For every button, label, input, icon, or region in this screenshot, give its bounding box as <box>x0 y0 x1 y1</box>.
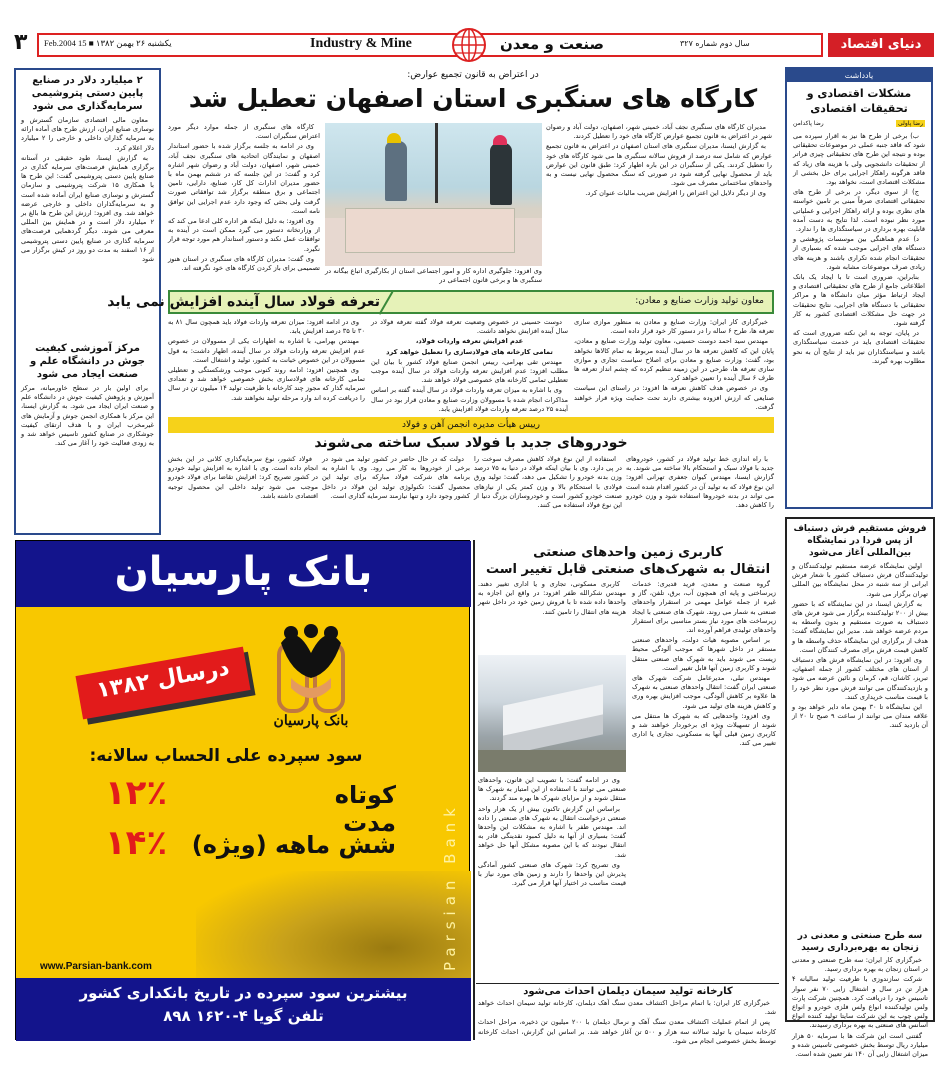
car-kicker-bar <box>168 417 774 433</box>
steel-headline: تعرفه فولاد سال آینده افزایش نمی یابد <box>107 294 380 310</box>
globe-icon <box>451 27 487 63</box>
zanjan-headline: سه طرح صنعتی و معدنی در زنجان به بهره‌برداری رسید <box>797 931 923 953</box>
subhead: تمامی کارخانه های فولادسازی را تعطیل خواهد کرد <box>386 347 553 356</box>
paragraph: وی افزود: به دلیل اینکه هر اداره کلی ادعا می کند که از وزارتخانه دستور می گیرد ممکن است در آینده به توافقات عمل نکند و دستور استاندار هم مورد توجه قرار نگیرد. <box>168 217 320 253</box>
divider-slash <box>379 291 394 315</box>
ad-bank-name: بانک پارسیان <box>114 549 373 595</box>
paragraph: وی از دیگر دلایل این اعتراض را افزایش ضریب مالیات عنوان کرد. <box>585 189 766 198</box>
ad-rate-heading: سود سپرده علی الحساب سالانه: <box>89 746 363 766</box>
paragraph: وی همچنین افزود: ادامه روند کنونی موجب ورشکستگی و تعطیلی تمامی کارخانه های فولادسازی بخش خصوصی خواهد شد و تعدادی سرمایه گذار که مجوز چند کارخانه با ظرفیت تولید ۱۴ میلیون تن در سال را دریافت کرده اند وارد مرحله تولید نخواهند شد. <box>168 366 365 402</box>
left-headline: ۲ میلیارد دلار در صنایع پایین دستی پتروشیمی سرمایه‌گذاری می شود <box>31 75 144 112</box>
newspaper-logo: دنیای اقتصاد <box>828 33 934 57</box>
paragraph: وی با اشاره به میزان تعرفه واردات فولاد در سال آینده گفته بر اساس مذاکرات انجام شده با مسوولان وزارت صنایع و معادن قرار بود در سال آینده ۲۵ درصد تعرفه واردات فولاد افزایش یابد. <box>371 386 568 413</box>
car-kicker: رییس هیأت مدیره انجمن آهن و فولاد <box>401 420 541 430</box>
issue-number: سال دوم شماره ۳۲۷ <box>680 39 750 48</box>
parsian-bank-advertisement[interactable] <box>15 540 470 1040</box>
paragraph: وی در ادامه به جلسه برگزار شده با حضور استاندار اصفهان و نمایندگان اتحادیه های سنگبری نجف آباد، خمینی شهر، اصفهان، دولت آباد و رضوان شهر اشاره کرد و گفت: در این جلسه که در ششم بهمن ماه با حضور مدیران ادارات کل کار، صنایع، دارایی، تامین اجتماعی و برق منطقه برگزار شد توافقاتی صورت گرفت ولی بحثی که وجود دارد عدم اجرایی این توافق نامه است. <box>168 142 320 215</box>
divider <box>476 983 779 984</box>
stone-quarry-workers-photo <box>325 123 542 266</box>
paragraph: مهندس تقی بهرامی، رییس انجمن صنایع فولاد کشور با بیان این مطلب افزود: عدم افزایش تعرفه واردات فولاد در سال آینده موجب تعطیلی تمامی کارخانه های خصوصی فولاد خواهد شد. <box>371 357 568 385</box>
industrial-park-aerial-photo <box>478 655 626 772</box>
paragraph: خبرگزاری کار ایران: سه طرح صنعتی و معدنی در استان زنجان به بهره برداری رسید. <box>792 956 928 974</box>
ad-rate-value: ۱۲٪ <box>104 773 168 813</box>
main-headline: کارگاه های سنگبری استان اصفهان تعطیل شد <box>188 84 758 113</box>
parsian-bank-logo-icon <box>271 623 351 713</box>
carpet-news-box <box>785 517 935 1059</box>
paragraph: گروه صنعت و معدن، فرید قدیری: خدمات زیرساختی و پایه ای همچون آب، برق، تلفن، گاز و غیره از جمله عوامل مهمی در استقرار واحدهای صنعتی به شمار می روند. شهرک های صنعتی با ایجاد زیرساخت های مورد نیاز بستر مناسبی برای استقرار واحدهای تولیدی فراهم آورده اند. <box>632 580 776 635</box>
paragraph: بر اساس مصوبه هیات دولت، واحدهای صنعتی مستقر در داخل شهرها که موجب آلودگی محیط زیست می شوند باید به شهرک های صنعتی منتقل شوند و کاربری زمین آنها قابل تغییر است. <box>632 636 776 672</box>
paragraph: پس از اتمام عملیات اکتشاف معدن سنگ آهک و نرمال دیلمان با ۲۰۰ میلیون تن ذخیره، مراحل احداث کارخانه سیمان با تولید سالانه سه هزار و ۵۰۰ تن آغاز خواهد شد. بر اساس این گزارش، احداث کارخانه توسط بخش خصوصی انجام می شود. <box>478 1018 776 1045</box>
section-title-en: Industry & Mine <box>310 36 412 51</box>
page-number: ۳ <box>14 30 28 55</box>
paragraph: این نمایشگاه تا ۳۰ بهمن ماه دایر خواهد بود و علاقه مندان می توانند از ساعت ۹ صبح تا ۲۰ از آن بازدید کنند. <box>792 703 928 730</box>
issue-date: یکشنبه ۲۶ بهمن ۱۳۸۲ ■ 15 Feb.2004 <box>44 38 172 48</box>
cement-headline: کارخانه تولید سیمان دیلمان احداث می‌شود <box>523 986 733 997</box>
main-kicker: در اعتراض به قانون تجمیع عوارض: <box>407 70 539 80</box>
paragraph: دولت که در حال حاضر در کشور تولید می شود در برخی از خودروها به کار می رود. وی با اشاره به برنامه های شرکت فولاد مبارکه برای تولید این محصول گفت: تکنولوژی تولید این فولاد در داخل کشور وجود دارد و تنها نیازمند سرمایه گذاری است. <box>322 455 470 500</box>
photo-caption: وی افزود: جلوگیری اداره کار و امور اجتماعی استان از بکارگیری اتباع بیگانه در سنگبری ها و برخی قانون اجتماعی در <box>325 267 542 285</box>
paragraph: به گزارش ایسنا، مدیران سنگبری های استان اصفهان در اعتراض به قانون تجمیع عوارض که شامل سه درصد از فروش سالانه سنگبری ها می شود کارگاه های خود را تعطیل کردند. یکی از سنگبران در این باره اظهار کرد: طبق قانون این عوارض باید از محصول نهایی گرفته شود در صورتی که سنگ محصول نهایی نیست و به واحدهای ساختمانی مصرف می شود. <box>546 142 772 188</box>
paragraph: وی افزود: واحدهایی که به شهرک ها منتقل می شوند از تسهیلات ویژه ای برخوردار خواهند شد و کاربری زمین قبلی آنها به مسکونی، تجاری یا اداری تغییر می کند. <box>632 711 776 748</box>
paragraph: مهندس سید احمد دوست حسینی، معاون تولید وزارت صنایع و معادن، پایان این که کاهش تعرفه ها در سال آینده مربوط به تمام کالاها نخواهد بود، گفت: وزارت صنایع و معادن برای اصلاح سیاست تجاری و موازی سازی تعرفه ها، طرحی در این زمینه تنظیم کرده که چشم انداز تعرفه ها ظرف ۶ سال آینده را تعیین خواهد کرد. <box>574 337 774 383</box>
ad-year-badge: درسال ۱۳۸۲ <box>94 655 232 704</box>
paragraph: مهندس نیلی، مدیرعامل شرکت شهرک های صنعتی ایران گفت: انتقال واحدهای صنعتی به شهرک ها علاوه بر کاهش آلودگی، موجب افزایش بهره وری و کاهش هزینه های تولید می شود. <box>632 674 776 710</box>
paragraph: استفاده از این نوع فولاد کاهش مصرف سوخت را در پی دارد. وی با بیان اینکه فولاد در دنیا به ۷۵ درصد وزن بدنه خودرو را تشکیل می دهد، گفت: تولید ورق فولادی با استحکام بالا و وزن کمتر یکی از نیازهای صنعت خودرو کشور است و خودروسازان بزرگ دنیا از این نوع فولاد استفاده می کنند. <box>474 455 622 510</box>
paragraph: مدیران کارگاه های سنگبری نجف آباد، خمینی شهر، اصفهان، دولت آباد و رضوان شهر در اعتراض به قانون تجمیع عوارض کارگاه های خود را تعطیل کردند. <box>546 123 772 141</box>
section-title-fa: صنعت و معدن <box>500 35 604 53</box>
land-headline-2: انتقال به شهرک‌های صنعتی قابل تغییر است <box>485 562 771 577</box>
author-tag: رضا پاولی <box>898 120 923 127</box>
paragraph: وی افزود: در این نمایشگاه فرش های دستباف از استان های مختلف کشور از جمله اصفهان، تبریز، کاشان، قم، کرمان و نائین عرضه می شود و بازدیدکنندگان می توانند فرش مورد نظر خود را با قیمت مناسب خریداری کنند. <box>792 656 928 701</box>
subhead: عدم افزایش تعرفه واردات فولاد، <box>415 337 524 346</box>
column-rule <box>473 540 475 1040</box>
paragraph: با راه اندازی خط تولید فولاد در کشور، خودروهای جدید با فولاد سبک و استحکام بالا ساخته می شوند. به گزارش ایسنا، مهندس کیوان جعفری تهرانی افزود: این نوع فولاد که به تولید آن در کشور اقدام شده است می تواند در بدنه خودروها استفاده شود و وزن خودرو را کاهش دهد. <box>626 455 774 510</box>
paragraph: به گزارش ایسنا، در این نمایشگاه که با حضور بیش از ۲۰۰ تولیدکننده برگزار می شود فرش های دستباف به صورت مستقیم و بدون واسطه به مردم عرضه خواهد شد. مدیر این نمایشگاه گفت: هدف از برگزاری این نمایشگاه حذف واسطه ها و کاهش قیمت فرش برای مصرف کنندگان است. <box>792 599 928 654</box>
paragraph: مهندس بهرامی، با اشاره به اظهارات یکی از مسوولان در خصوص عدم افزایش تعرفه واردات فولاد در سال آینده، اظهار داشت: به قول مسوولان در این خصوص خیانت به کشور، تولید و اشتغال است. <box>168 337 365 364</box>
paragraph: د) عدم هماهنگی بین موسسات پژوهشی و دستگاه های اجرایی موجب شده که بسیاری از تحقیقات انجام شده تکراری باشند و هزینه های زیادی صرف موضوعات مشابه شود. <box>793 235 925 271</box>
paragraph: ب) برخی از طرح ها نیز به اقرار سپرده می شود که فاقد جنبه عملی در موضوعات تحقیقاتی بوده و نتیجه این طرح های تحقیقاتی چیزی فراتر از تحقیقات دانشجویی ولی با هزینه های زیاد که فاقد هرگونه راهکار اجرایی برای حل بخشی از مشکلات اقتصادی است، نخواهد بود. <box>793 132 925 187</box>
steel-headline-bar <box>107 290 774 314</box>
ad-watermark: Parsian Bank <box>441 802 459 971</box>
car-headline: خودروهای جدید با فولاد سبک ساخته می‌شوند <box>314 435 628 451</box>
ad-website-link[interactable]: www.Parsian-bank.com <box>40 961 152 972</box>
paragraph: خبرگزاری کار ایران: وزارت صنایع و معادن به منظور موازی سازی تعرفه ها، طرح ۶ ساله را در دستور کار خود قرار داده است. <box>574 318 774 336</box>
ad-rate-value: ۱۴٪ <box>104 823 168 863</box>
paragraph: گفتنی است این شرکت ها با سرمایه ۵۰ هزار میلیارد ریال توسط بخش خصوصی تاسیس شده و میزان اشتغال زایی آن ۱۴۰ نفر تعیین شده است. <box>792 1031 928 1059</box>
paragraph: وی در خصوص هدف کاهش تعرفه ها افزود: در راستای این سیاست صنایعی که ارزش افزوده بیشتری دارند تحت حمایت ویژه قرار خواهند گرفت. <box>574 384 774 411</box>
paragraph: معاون مالی اقتصادی سازمان گسترش و نوسازی صنایع ایران، ارزش طرح های آماده ارائه به سرمایه گذاران داخلی و خارجی را ۲ میلیارد دلار اعلام کرد. <box>21 116 154 152</box>
ad-slogan: بیشترین سود سپرده در تاریخ بانکداری کشور <box>79 984 408 1002</box>
paragraph: فولاد کشور، نوع سرمایه‌گذاری کلانی در این بخش انجام داده است. وی با اشاره به افزایش تولید خودرو در کشور تصریح کرد: افزایش تقاضا برای فولاد خودرو موجب می شود تولید داخلی این محصول توجیه اقتصادی داشته باشد. <box>168 455 318 500</box>
paragraph: وی تصریح کرد: شهرک های صنعتی کشور آمادگی پذیرش این واحدها را دارند و زمین های مورد نیاز با قیمت مناسب در اختیار آنها قرار می گیرد. <box>478 860 626 888</box>
paragraph: وی در ادامه افزود: میزان تعرفه واردات فولاد باید همچون سال ۸۱ به ۳۰ تا ۳۵ درصد افزایش یابد. <box>168 318 365 336</box>
coins-image <box>196 871 471 981</box>
editorial-headline: مشکلات اقتصادی و تحقیقات اقتصادی <box>806 87 912 115</box>
ad-logo-text: بانک پارسیان <box>273 713 349 729</box>
paragraph: ج) از سوی دیگر، در برخی از طرح های تحقیقاتی اقتصادی صرفاً مبنی بر تامین خواسته های نظری بوده و ارائه راهکار اجرایی و عملیاتی مورد نظر نبوده است. لذا نتایج به دست آمده قابلیت بهره برداری در سیاستگذاری ها را ندارد. <box>793 188 925 234</box>
editorial-label: یادداشت <box>787 69 931 82</box>
land-headline-1: کاربری زمین واحدهای صنعتی <box>533 545 723 560</box>
paragraph: در پایان، توجه به این نکته ضروری است که تحقیقات اقتصادی باید در خدمت سیاستگذاری باشد و سیاستگذاران نیز باید از نتایج آن به نحو مطلوب بهره گیرند. <box>793 329 925 365</box>
paragraph: خبرگزاری کار ایران: با اتمام مراحل اکتشاف معدن سنگ آهک دیلمان، کارخانه تولید سیمان احداث خواهد شد. <box>478 999 776 1017</box>
paragraph: وی گفت: مدیران کارگاه های سنگبری در استان هنوز تصمیمی برای باز کردن کارگاه های خود نگرفته اند. <box>168 254 320 273</box>
paragraph: دوست حسینی در خصوص وضعیت تعرفه فولاد گفته تعرفه فولاد در سال آینده افزایش نخواهد داشت. <box>371 318 568 336</box>
left-headline-2: مرکز آموزشی کیفیت جوش در دانشگاه علم و صنعت ایجاد می شود <box>29 343 146 380</box>
paragraph: برای اولین بار در سطح خاورمیانه، مرکز آموزش و پژوهش کیفیت جوش در دانشگاه علم و صنعت ایران ایجاد می شود. به گزارش ایسنا، این مرکز با همکاری انجمن جوش و آزمایش های غیرمخرب ایران و با هدف ارتقای کیفیت جوشکاری در صنایع کشور تاسیس خواهد شد و به زودی فعالیت خود را آغاز می کند. <box>21 384 154 448</box>
steel-kicker: معاون تولید وزارت صنایع و معادن: <box>635 296 764 306</box>
paragraph: به گزارش ایسنا، طود حقیقی در آستانه برگزاری همایش فرصت‌های سرمایه گذاری در صنایع پایین دستی پتروشیمی گفت: این طرح ها با همکاری ۱۵ شرکت پتروشیمی و سازمان گسترش و نوسازی صنایع ایران آماده شده است و به سرمایه‌گذاران داخلی و خارجی عرضه خواهد شد. وی افزود: ارزش این طرح ها بالغ بر ۲ میلیارد دلار است و در همایش بین المللی معرفی می شوند. دیگر گردهمایی فرصت‌های سرمایه گذاری در صنایع پایین دستی پتروشیمی از ۱۶ اسفند به مدت دو روز در کیش برگزار می شود <box>21 153 154 264</box>
paragraph: براساس این گزارش تاکنون بیش از یک هزار واحد صنعتی درخواست انتقال به شهرک های صنعتی را داده اند. مهندس ظفر با اشاره به مشکلات این واحدها گفت: بسیاری از آنها به دلیل کمبود نقدینگی قادر به انتقال نبودند که با این مصوبه مشکل آنها حل خواهد شد. <box>478 804 626 859</box>
ad-phone: تلفن گویا ۴-۱۶۲۰ ۸۹۸ <box>163 1007 324 1025</box>
paragraph: وی در ادامه گفت: با تصویب این قانون، واحدهای صنعتی می توانند با استفاده از این امتیاز به شهرک ها منتقل شوند و از مزایای شهرک ها بهره مند گردند. <box>478 776 626 803</box>
ad-rate-label: کوتاه مدت <box>334 781 396 837</box>
paragraph: کاربری مسکونی، تجاری و یا اداری تغییر دهند. مهندس شکرالله ظفر افزود: در واقع این اجازه به واحدها داده شده تا با فروش زمین خود در داخل شهر هزینه های انتقال را تامین کنند. <box>478 580 626 616</box>
editorial-box <box>785 67 933 509</box>
carpet-headline: فروش مستقیم فرش دستباف از پس فردا در نمایشگاه بین‌المللی آغاز می‌شود <box>793 524 927 558</box>
paragraph: بنابراین، ضروری است تا با ایجاد یک بانک اطلاعاتی جامع از طرح های تحقیقاتی اقتصادی و ایجاد ارتباط مؤثر میان دانشگاه ها و مراکز تحقیقاتی با دستگاه های اجرایی، نتایج تحقیقات در جهت حل مشکلات اقتصادی کشور به کار گرفته شود. <box>793 273 925 328</box>
paragraph: کارگاه های سنگبری از جمله موارد دیگر مورد اعتراض سنگبران است. <box>168 123 320 141</box>
paragraph: شرکت سازندوزی با ظرفیت تولید سالیانه ۴ هزار تن در سال و اشتغال زایی ۷۰ نفر سوار تاسیس خود را دریافت کرد. همچنین شرکت پارت ولس تولیدکننده انواع ولس فلزی خودرو و انواع ولس چوب به این شرکت سایتا تولید کننده انواع اسانس های صنعتی به بهره برداری رسیدند. <box>792 975 928 1030</box>
paragraph: اولین نمایشگاه عرضه مستقیم تولیدکنندگان و تولیدکنندگان فرش دستباف کشور با شعار فرش ایرانی از سه شنبه در محل نمایشگاه بین المللی تهران برگزار می شود. <box>792 562 928 598</box>
byline: رضا پاکدامن <box>793 120 824 127</box>
ad-rate-label: شش ماهه (ویژه) <box>191 831 396 859</box>
